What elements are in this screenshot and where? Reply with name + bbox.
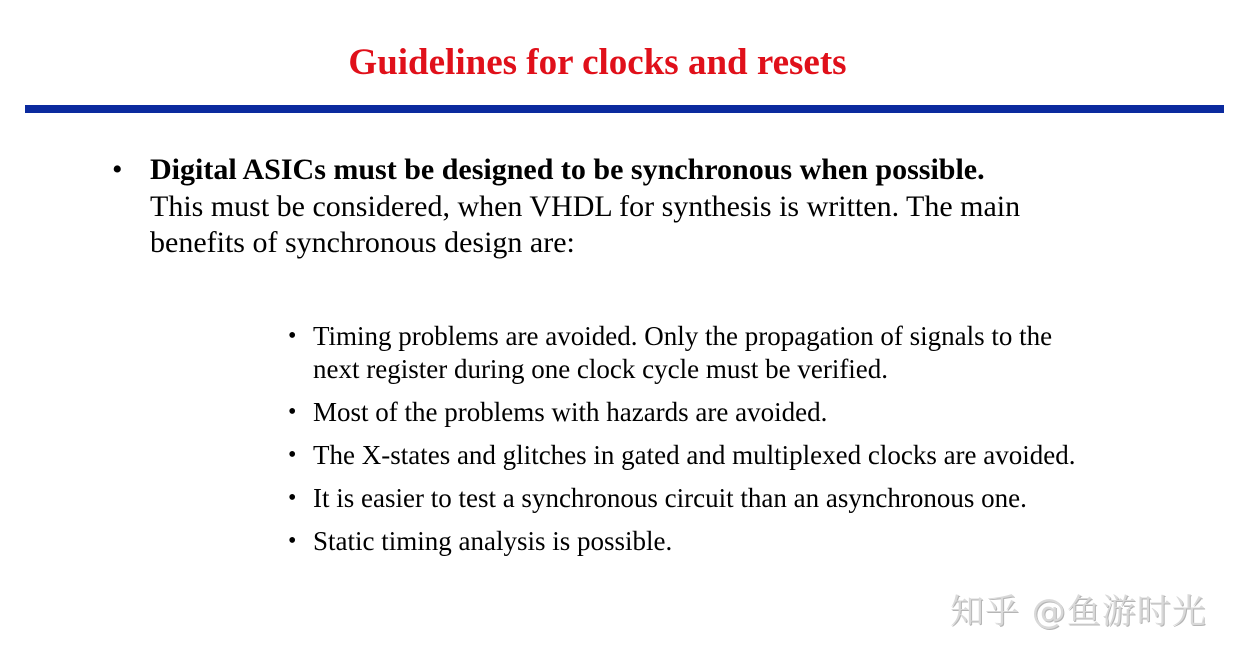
benefit-item: [288, 396, 1088, 429]
main-bullet-body: This must be considered, when VHDL for synthesis is written. The main benefits of synchronous design are:: [150, 189, 1021, 259]
bullet-icon: •: [112, 153, 123, 186]
benefit-item: [288, 320, 1088, 386]
bullet-icon: •: [288, 485, 297, 511]
benefit-item: [288, 439, 1088, 472]
bullet-icon: •: [288, 442, 297, 468]
benefit-text: Timing problems are avoided. Only the propagation of signals to the next register during one clock cycle must be verified.: [313, 321, 1053, 384]
title-divider-rule: [25, 105, 1224, 113]
slide-title: Guidelines for clocks and resets: [348, 42, 847, 83]
benefit-item: [288, 482, 1088, 515]
main-bullet-text: [150, 152, 1100, 262]
bullet-icon: •: [288, 528, 297, 554]
benefit-item: [288, 525, 1088, 558]
bullet-icon: •: [288, 323, 297, 349]
bullet-icon: •: [288, 399, 297, 425]
benefit-text: Static timing analysis is possible.: [313, 526, 673, 556]
benefit-text: It is easier to test a synchronous circuit than an asynchronous one.: [313, 483, 1027, 513]
benefit-text: The X-states and glitches in gated and multiplexed clocks are avoided.: [313, 440, 1076, 470]
main-bullet-lead: Digital ASICs must be designed to be synchronous when possible.: [150, 153, 985, 186]
benefits-list: [288, 320, 1088, 568]
watermark: 知乎 @鱼游时光: [950, 592, 1207, 632]
benefit-text: Most of the problems with hazards are avoided.: [313, 397, 828, 427]
